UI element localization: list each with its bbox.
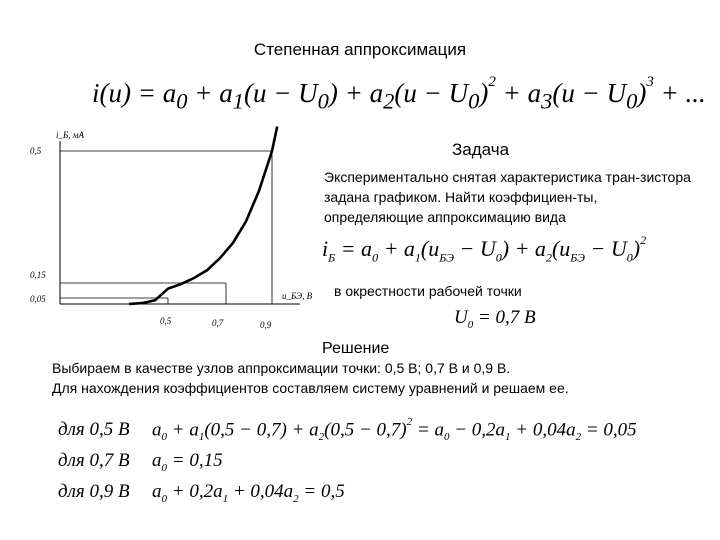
y-tick-label: 0,05 — [30, 294, 46, 304]
x-tick-label: 0,9 — [260, 320, 272, 330]
power-series-formula: $i(u) = a_0 + a_1(u - U_0) + a_2(u - U_0)^2 + a_3(u - U_0)^3$ + ... — [92, 74, 706, 114]
solution-text-line: Для нахождения коэффициентов составляем систему уравнений и решаем ее. — [52, 380, 569, 396]
neighborhood-text: в окрестности рабочей точки — [334, 283, 522, 299]
y-axis-label: i_Б, мА — [56, 130, 85, 140]
operating-point-formula: $U_0 = 0,7$ B — [454, 307, 536, 331]
y-tick-label: 0,5 — [30, 146, 42, 156]
x-tick-label: 0,7 — [212, 318, 224, 328]
task-text: Экспериментально снятая характеристика тран-зистора задана графиком. Найти коэффициен-ты, определяющие аппроксимацию вида — [324, 169, 691, 225]
task-title: Задача — [452, 140, 510, 159]
task-formula: $i_Б = a_0 + a_1(u_{БЭ} - U_0) + a_2(u_{БЭ} - U_0)^2$ — [322, 232, 647, 265]
x-axis-label: u_БЭ, В — [282, 291, 313, 301]
solution-title: Решение — [322, 340, 390, 357]
x-tick-label: 0,5 — [160, 316, 172, 326]
y-tick-label: 0,15 — [30, 270, 46, 280]
equation-0-5: для 0,5 В $a_0 + a_1(0,5 - 0,7) + a_2(0,5 - 0,7)^2 = a_0 - 0,2a_1 + 0,04a_2 = 0,05$ — [58, 416, 637, 444]
slide-title: Степенная аппроксимация — [253, 40, 467, 59]
equation-0-7: для 0,7 В $a_0 = 0,15$ — [58, 450, 223, 474]
solution-text-line: Выбираем в качестве узлов аппроксимации точки: 0,5 В; 0,7 В и 0,9 В. — [52, 360, 511, 376]
characteristic-curve — [129, 127, 277, 305]
equation-0-9: для 0,9 В $a_0 + 0,2a_1 + 0,04a_2 = 0,5$ — [58, 481, 345, 505]
